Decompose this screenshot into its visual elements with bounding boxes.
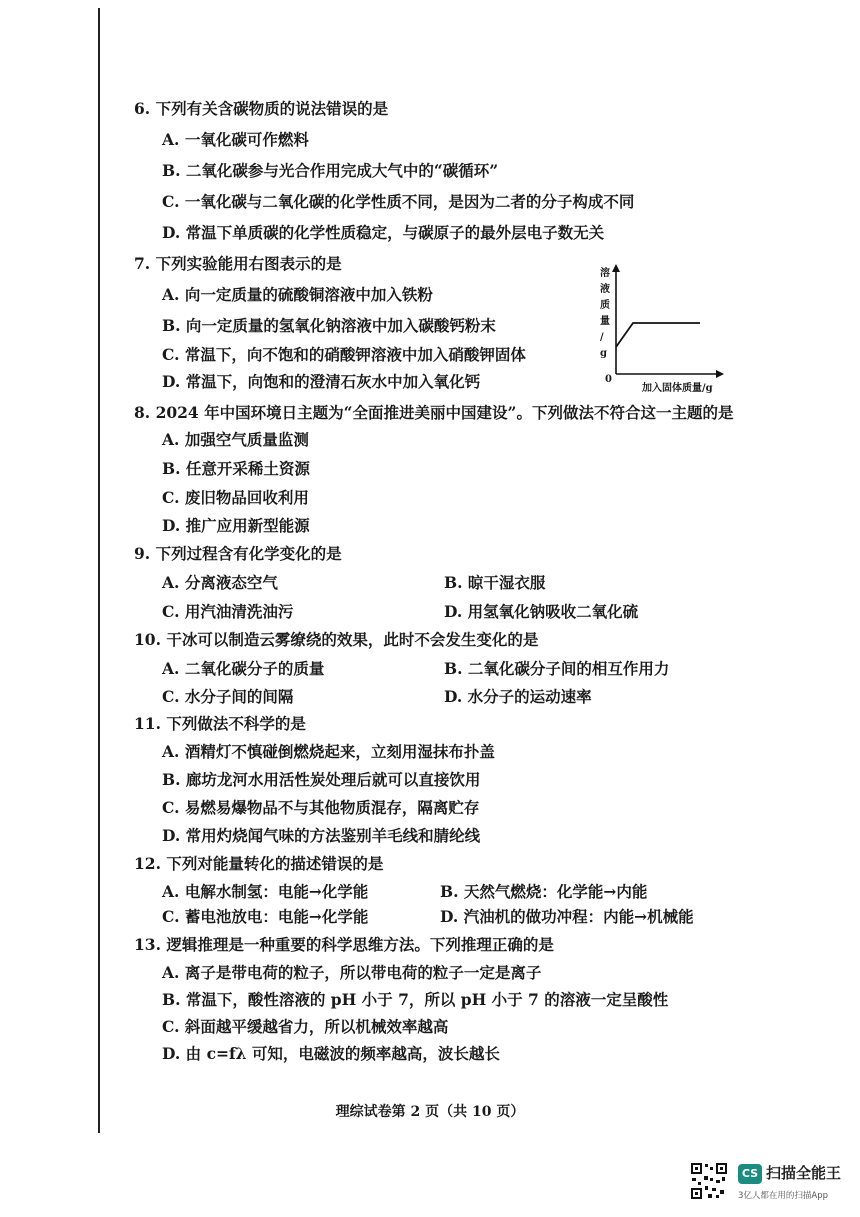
question-11-option-c: C. 易燃易爆物品不与其他物质混存，隔离贮存 xyxy=(162,798,480,817)
question-6-option-c: C. 一氧化碳与二氧化碳的化学性质不同，是因为二者的分子构成不同 xyxy=(162,192,635,211)
question-13-option-b: B. 常温下，酸性溶液的 pH 小于 7，所以 pH 小于 7 的溶液一定呈酸性 xyxy=(162,990,669,1009)
question-8-option-a: A. 加强空气质量监测 xyxy=(162,430,309,449)
question-9-option-d: D. 用氢氧化钠吸收二氧化硫 xyxy=(444,602,639,621)
question-8-option-b: B. 任意开采稀土资源 xyxy=(162,459,310,478)
watermark-app-name: 扫描全能王 xyxy=(766,1164,842,1182)
question-8-option-d: D. 推广应用新型能源 xyxy=(162,516,310,535)
question-7-stem: 7. 下列实验能用右图表示的是 xyxy=(134,254,342,273)
graph-origin-label: 0 xyxy=(605,374,612,385)
graph-x-label: 加入固体质量/g xyxy=(642,383,713,394)
page-footer: 理综试卷第 2 页（共 10 页） xyxy=(335,1104,525,1120)
question-8-option-c: C. 废旧物品回收利用 xyxy=(162,488,309,507)
question-10-option-a: A. 二氧化碳分子的质量 xyxy=(162,659,325,678)
question-6-option-d: D. 常温下单质碳的化学性质稳定，与碳原子的最外层电子数无关 xyxy=(162,223,605,242)
question-12-option-a: A. 电解水制氢：电能→化学能 xyxy=(162,882,369,901)
question-13-stem: 13. 逻辑推理是一种重要的科学思维方法。下列推理正确的是 xyxy=(134,935,554,954)
graph-curve xyxy=(616,323,700,347)
binding-margin-line xyxy=(98,8,100,1133)
question-10-option-d: D. 水分子的运动速率 xyxy=(444,687,592,706)
question-7-option-b: B. 向一定质量的氢氧化钠溶液中加入碳酸钙粉末 xyxy=(162,316,496,335)
question-7-option-a: A. 向一定质量的硫酸铜溶液中加入铁粉 xyxy=(162,285,433,304)
question-10-option-b: B. 二氧化碳分子间的相互作用力 xyxy=(444,659,670,678)
question-13-option-a: A. 离子是带电荷的粒子，所以带电荷的粒子一定是离子 xyxy=(162,963,542,982)
question-10-stem: 10. 干冰可以制造云雾缭绕的效果，此时不会发生变化的是 xyxy=(134,630,539,649)
question-12-option-b: B. 天然气燃烧：化学能→内能 xyxy=(440,882,648,901)
question-9-option-c: C. 用汽油清洗油污 xyxy=(162,602,294,621)
question-9-option-a: A. 分离液态空气 xyxy=(162,573,278,592)
question-11-option-d: D. 常用灼烧闻气味的方法鉴别羊毛线和腈纶线 xyxy=(162,826,481,845)
question-11-option-a: A. 酒精灯不慎碰倒燃烧起来，立刻用湿抹布扑盖 xyxy=(162,742,495,761)
graph-y-label: 溶 液 质 量 / g xyxy=(600,268,610,359)
question-6-option-b: B. 二氧化碳参与光合作用完成大气中的“碳循环” xyxy=(162,161,499,180)
question-13-option-c: C. 斜面越平缓越省力，所以机械效率越高 xyxy=(162,1017,449,1036)
question-7-option-d: D. 常温下，向饱和的澄清石灰水中加入氧化钙 xyxy=(162,372,481,391)
question-9-option-b: B. 晾干湿衣服 xyxy=(444,573,546,592)
question-10-option-c: C. 水分子间的间隔 xyxy=(162,687,294,706)
question-12-stem: 12. 下列对能量转化的描述错误的是 xyxy=(134,854,384,873)
camscanner-logo-icon: CS xyxy=(738,1164,762,1184)
question-7-option-c: C. 常温下，向不饱和的硝酸钾溶液中加入硝酸钾固体 xyxy=(162,345,526,364)
question-11-option-b: B. 廊坊龙河水用活性炭处理后就可以直接饮用 xyxy=(162,770,481,789)
question-13-option-d: D. 由 c=fλ 可知，电磁波的频率越高，波长越长 xyxy=(162,1044,500,1063)
solution-mass-graph xyxy=(596,262,726,402)
question-6-option-a: A. 一氧化碳可作燃料 xyxy=(162,130,309,149)
question-11-stem: 11. 下列做法不科学的是 xyxy=(134,714,306,733)
question-9-stem: 9. 下列过程含有化学变化的是 xyxy=(134,544,342,563)
watermark-tagline: 3亿人都在用的扫描App xyxy=(738,1191,829,1201)
qr-code-icon xyxy=(690,1162,728,1200)
question-12-option-c: C. 蓄电池放电：电能→化学能 xyxy=(162,907,369,926)
question-12-option-d: D. 汽油机的做功冲程：内能→机械能 xyxy=(440,907,694,926)
question-6-stem: 6. 下列有关含碳物质的说法错误的是 xyxy=(134,99,389,118)
question-8-stem: 8. 2024 年中国环境日主题为“全面推进美丽中国建设”。下列做法不符合这一主题的是 xyxy=(134,403,734,422)
